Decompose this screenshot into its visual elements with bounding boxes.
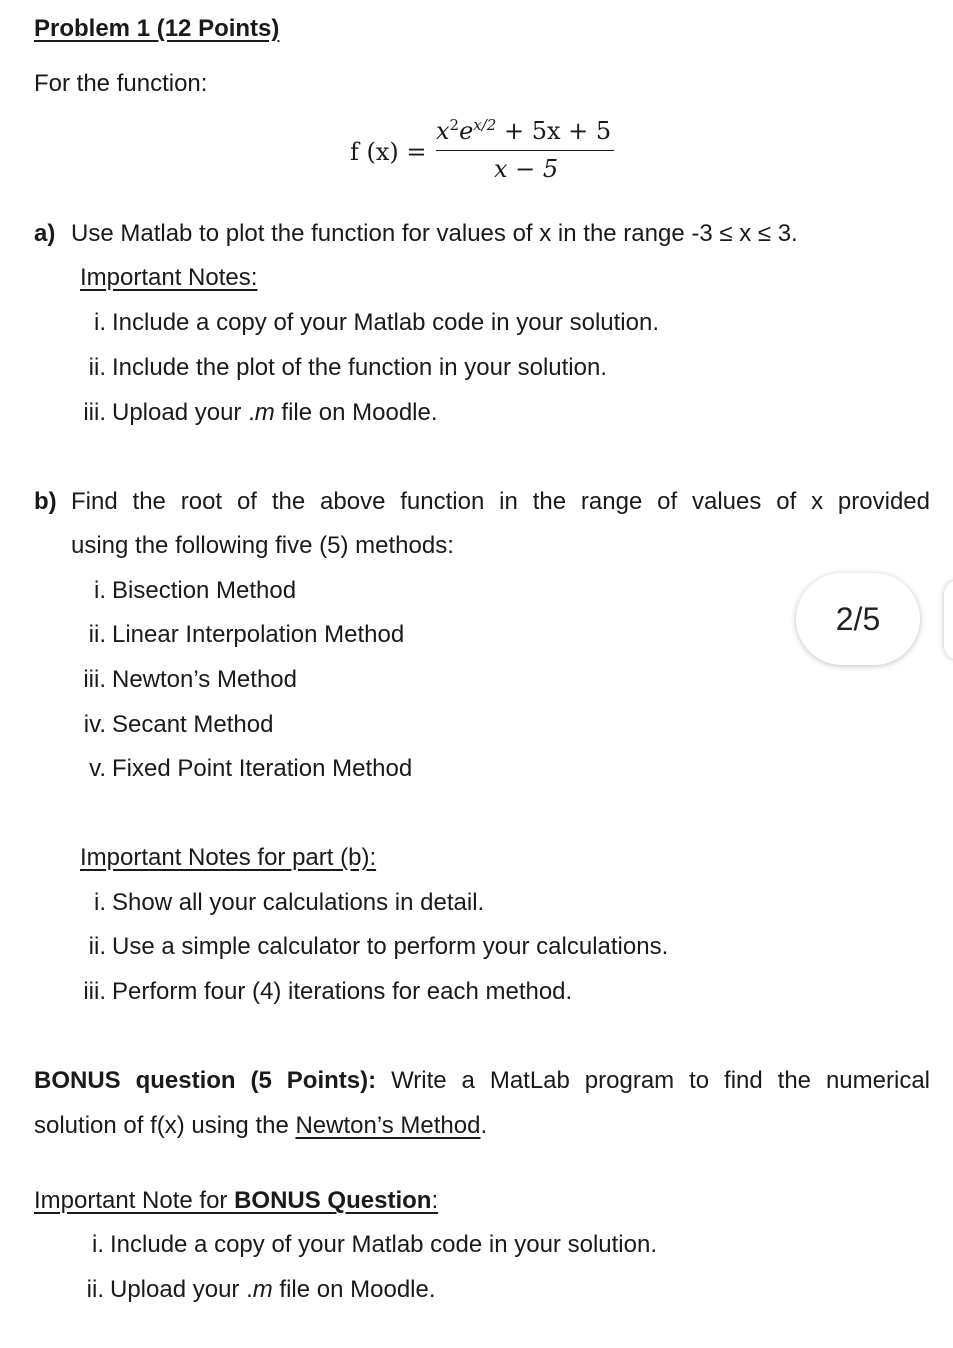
fraction-bar [436, 150, 614, 151]
bonus-text: Write a MatLab program to find the numerical [391, 1067, 930, 1094]
note-number: iii. [83, 399, 106, 426]
formula-denominator: x − 5 [494, 155, 559, 183]
note-text-post: file on Moodle. [274, 399, 438, 426]
note-text: Include a copy of your Matlab code in your solution. [112, 309, 659, 336]
method-number: i. [94, 577, 106, 604]
bonus-line2 [34, 1114, 487, 1138]
note-em: m [254, 399, 275, 426]
next-page-edge [944, 580, 953, 660]
part-b-notes-heading: Important Notes for part (b): [80, 844, 377, 871]
note-text: Include the plot of the function in your solution. [112, 354, 607, 381]
note-text: Use a simple calculator to perform your calculations. [112, 933, 669, 960]
numerator-rest: + 5x + 5 [504, 117, 612, 145]
method-text: Bisection Method [112, 577, 297, 604]
problem-title: Problem 1 (12 Points) [34, 15, 280, 42]
note-number: i. [94, 889, 106, 916]
note-number: iii. [83, 978, 106, 1005]
bonus-text-pre: solution of f(x) using the [34, 1112, 296, 1139]
part-b-note [74, 935, 668, 959]
note-text-post: file on Moodle. [272, 1276, 436, 1303]
note-text: Show all your calculations in detail. [112, 889, 485, 916]
part-b-label: b) [34, 488, 57, 515]
method-text: Linear Interpolation Method [112, 621, 405, 648]
bonus-heading-pre: Important Note for [34, 1187, 235, 1214]
method-item [74, 668, 297, 692]
intro-text: For the function: [34, 70, 208, 97]
note-text: Upload your . [112, 399, 255, 426]
part-b-line1: Find the root of the above function in the range of values of x provided [71, 488, 930, 515]
bonus-label: BONUS question (5 Points): [34, 1067, 377, 1094]
method-text: Fixed Point Iteration Method [112, 755, 413, 782]
newtons-method-link: Newton’s Method [295, 1112, 481, 1139]
note-number: i. [94, 309, 106, 336]
note-number: ii. [86, 1276, 104, 1303]
method-item [74, 757, 412, 781]
note-number: ii. [88, 354, 106, 381]
method-number: iv. [83, 711, 106, 738]
formula-lhs: f (x) = [350, 138, 427, 166]
part-b-note [74, 891, 484, 915]
page-indicator[interactable]: 2/5 [796, 573, 920, 665]
bonus-line1 [34, 1069, 930, 1093]
numerator-x: x [436, 117, 450, 145]
bonus-heading-post: : [431, 1187, 439, 1214]
part-a-text: Use Matlab to plot the function for values of x in the range -3 ≤ x ≤ 3. [71, 220, 798, 247]
method-text: Secant Method [112, 711, 274, 738]
bonus-text-post: . [480, 1112, 488, 1139]
numerator-sup-2: 2 [449, 116, 460, 134]
method-item [74, 623, 404, 647]
method-text: Newton’s Method [112, 666, 297, 693]
method-number: iii. [83, 666, 106, 693]
method-number: v. [89, 755, 106, 782]
part-b-line2: using the following five (5) methods: [71, 532, 454, 559]
bonus-heading-bold: BONUS Question [234, 1187, 432, 1214]
formula-numerator [436, 118, 611, 143]
bonus-note [72, 1278, 436, 1302]
note-text: Perform four (4) iterations for each method. [112, 978, 573, 1005]
part-a-note [74, 401, 438, 425]
part-b-note [74, 980, 572, 1004]
part-a-note [74, 356, 607, 380]
method-item [74, 579, 296, 603]
method-number: ii. [88, 621, 106, 648]
note-em: m [252, 1276, 273, 1303]
bonus-note-heading [34, 1189, 438, 1213]
note-text: Include a copy of your Matlab code in your solution. [110, 1231, 657, 1258]
bonus-note [72, 1233, 657, 1257]
note-number: i. [92, 1231, 104, 1258]
part-a-note [74, 311, 659, 335]
method-item [74, 713, 273, 737]
part-a-notes-heading: Important Notes: [80, 264, 258, 291]
part-a-label: a) [34, 220, 56, 247]
note-number: ii. [88, 933, 106, 960]
numerator-e: e [459, 117, 474, 145]
numerator-sup-x2: x/2 [473, 116, 497, 134]
note-text: Upload your . [110, 1276, 253, 1303]
